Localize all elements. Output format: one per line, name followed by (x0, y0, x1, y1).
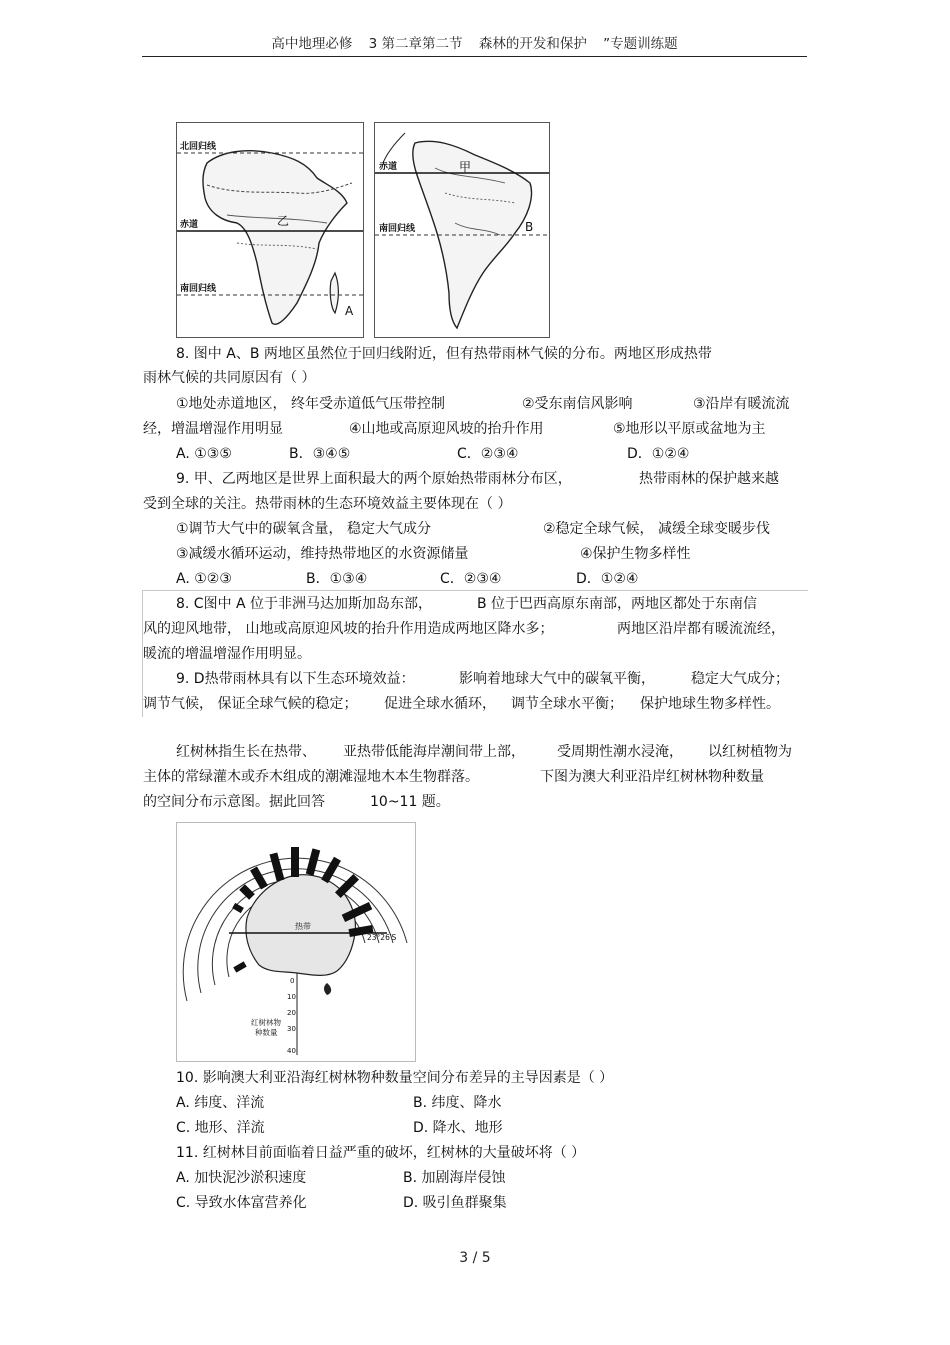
q9-choice-b: B．①③④ (306, 571, 368, 587)
a9-line1c: 稳定大气成分； (691, 671, 789, 687)
a9-line2d: 保护地球生物多样性。 (640, 696, 780, 712)
q8-choice-d: D．①②④ (627, 446, 690, 462)
a8-line2a: 风的迎风地带， 山地或高原迎风坡的抬升作用造成两地区降水多； (143, 621, 554, 637)
q9-option-3: ③减缓水循环运动，维持热带地区的水资源储量 (176, 546, 469, 562)
africa-label-yi: 乙 (277, 214, 290, 228)
q8-choice-b: B．③④⑤ (289, 446, 351, 462)
a8-line2b: 两地区沿岸都有暖流流经， (617, 621, 785, 637)
header-subject: 高中地理必修 (271, 36, 353, 52)
q11-choice-c: C. 导致水体富营养化 (176, 1195, 307, 1211)
q11-choice-b: B. 加剧海岸侵蚀 (403, 1170, 506, 1186)
intro-line2a: 主体的常绿灌木或乔木组成的潮滩湿地木本生物群落。 (143, 769, 479, 785)
q11-choice-d: D. 吸引鱼群聚集 (403, 1195, 507, 1211)
africa-tropic-south-label: 南回归线 (180, 284, 217, 294)
q10-choice-d: D. 降水、地形 (413, 1120, 503, 1136)
intro-line1a: 红树林指生长在热带、 (176, 744, 316, 760)
page-header (142, 34, 807, 57)
q10-choice-c: C. 地形、洋流 (176, 1120, 265, 1136)
africa-map (176, 122, 364, 338)
q8-stem-line1: 8. 图中 A、B 两地区虽然位于回归线附近，但有热带雨林气候的分布。两地区形成热带 (176, 346, 712, 362)
sa-tropic-south-label: 南回归线 (379, 224, 416, 234)
header-suffix: ”专题训练题 (603, 36, 678, 52)
a9-line2a: 调节气候， 保证全球气候的稳定； (143, 696, 358, 712)
q8-choice-c: C．②③④ (457, 446, 519, 462)
intro-line1d: 以红树植物为 (708, 744, 792, 760)
tropic-label: 热带 (295, 922, 311, 931)
header-chapter: 3 第二章第二节 (368, 36, 463, 52)
a8-line1b: B 位于巴西高原东南部，两地区都处于东南信 (477, 596, 758, 612)
q8-choice-a: A. ①③⑤ (176, 446, 232, 462)
scale-tick-40: 40 (287, 1047, 296, 1055)
q8-stem-line2: 雨林气候的共同原因有（ ） (143, 370, 316, 386)
a8-line3: 暖流的增温增湿作用明显。 (143, 646, 311, 662)
sa-equator-label: 赤道 (379, 162, 398, 172)
q8-option-5: ⑤地形以平原或盆地为主 (613, 421, 766, 437)
scale-tick-30: 30 (287, 1025, 296, 1033)
intro-line1c: 受周期性潮水浸淹， (557, 744, 683, 760)
scale-title-line1: 红树林物 (251, 1018, 281, 1027)
header-topic: 森林的开发和保护 (478, 36, 587, 52)
q9-option-1: ①调节大气中的碳氧含量， 稳定大气成分 (176, 521, 431, 537)
q8-option-3-cont: 经，增温增湿作用明显 (143, 421, 283, 437)
africa-equator-label: 赤道 (180, 220, 199, 230)
a9-line1a: 9. D热带雨林具有以下生态环境效益： (176, 671, 415, 687)
q11-choice-a: A. 加快泥沙淤积速度 (176, 1170, 307, 1186)
mangrove-species-diagram (176, 822, 416, 1062)
mangrove-diagram-drawing (177, 823, 415, 1061)
page-number: 3 / 5 (459, 1250, 491, 1266)
africa-label-a: A (345, 304, 354, 318)
a9-line1b: 影响着地球大气中的碳氧平衡， (459, 671, 655, 687)
intro-line1b: 亚热带低能海岸潮间带上部， (343, 744, 525, 760)
intro-line3b: 10~11 题。 (370, 794, 450, 810)
q10-choice-a: A. 纬度、洋流 (176, 1095, 265, 1111)
q9-option-2: ②稳定全球气候， 减缓全球变暖步伐 (543, 521, 771, 537)
q9-choice-a: A. ①②③ (176, 571, 232, 587)
intro-line3a: 的空间分布示意图。据此回答 (143, 794, 325, 810)
south-america-map-drawing (375, 123, 549, 337)
scale-tick-20: 20 (287, 1009, 296, 1017)
q8-option-2: ②受东南信风影响 (522, 396, 633, 412)
a9-line2c: 调节全球水平衡； (511, 696, 623, 712)
q9-stem-line1a: 9. 甲、乙两地区是世界上面积最大的两个原始热带雨林分布区， (176, 471, 572, 487)
q9-choice-d: D．①②④ (576, 571, 639, 587)
scale-tick-0: 0 (290, 977, 295, 985)
a9-line2b: 促进全球水循环， (384, 696, 496, 712)
a8-line1a: 8. C图中 A 位于非洲马达加斯加岛东部， (176, 596, 433, 612)
q10-stem: 10. 影响澳大利亚沿海红树林物种数量空间分布差异的主导因素是（ ） (176, 1070, 614, 1086)
scale-tick-10: 10 (287, 993, 296, 1001)
q8-option-1: ①地处赤道地区， 终年受赤道低气压带控制 (176, 396, 445, 412)
africa-map-drawing (177, 123, 363, 337)
q8-option-3: ③沿岸有暖流流 (693, 396, 790, 412)
q11-stem: 11. 红树林目前面临着日益严重的破坏，红树林的大量破坏将（ ） (176, 1145, 586, 1161)
south-america-map (374, 122, 550, 338)
intro-line2b: 下图为澳大利亚沿岸红树林物种数量 (540, 769, 764, 785)
sa-label-b: B (525, 220, 534, 234)
latitude-label: 23°26′S (367, 933, 397, 942)
q9-stem-line2: 受到全球的关注。热带雨林的生态环境效益主要体现在（ ） (143, 496, 512, 512)
q8-option-4: ④山地或高原迎风坡的抬升作用 (349, 421, 544, 437)
q9-stem-line1b: 热带雨林的保护越来越 (639, 471, 779, 487)
sa-label-jia: 甲 (459, 160, 472, 174)
q10-choice-b: B. 纬度、降水 (413, 1095, 502, 1111)
q9-option-4: ④保护生物多样性 (580, 546, 691, 562)
q9-choice-c: C．②③④ (440, 571, 502, 587)
scale-title-line2: 种数量 (255, 1028, 278, 1037)
africa-tropic-north-label: 北回归线 (180, 142, 217, 152)
